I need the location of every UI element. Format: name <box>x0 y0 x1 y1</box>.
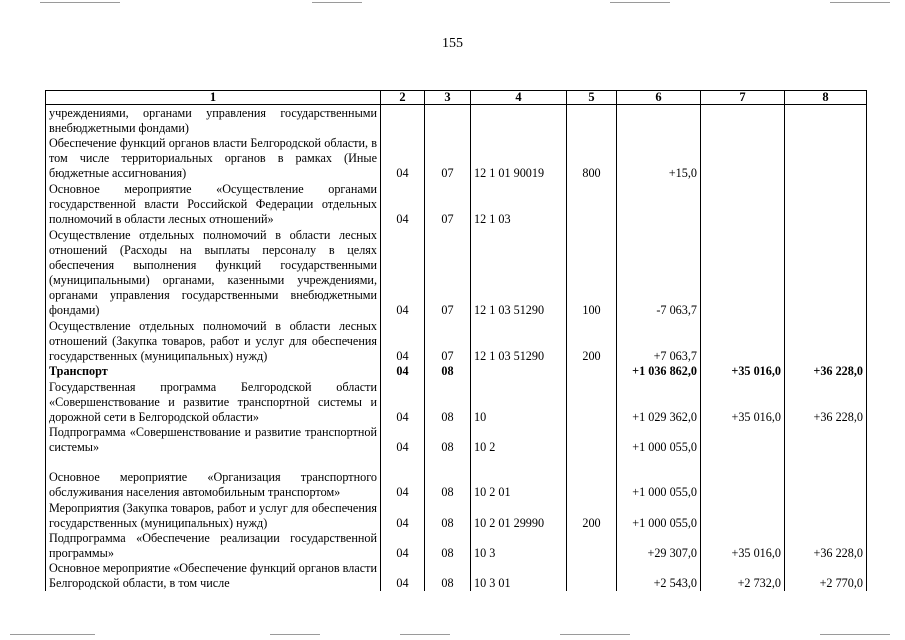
target-article-code: 12 1 03 51290 <box>471 227 567 318</box>
amount-col6: +29 307,0 <box>617 531 701 561</box>
row-description: Основное мероприятие «Осуществление органами государственной власти Российской Федерации отдельных полномочий в области лесных отношений» <box>46 181 381 227</box>
amount-col6: -7 063,7 <box>617 227 701 318</box>
section-code: 04 <box>381 181 425 227</box>
target-article-code: 12 1 03 <box>471 181 567 227</box>
amount-col8 <box>785 455 867 500</box>
scan-edge-bottom-2 <box>270 634 320 635</box>
table-row <box>46 227 867 318</box>
scan-edge-bottom-4 <box>560 634 630 635</box>
section-code: 04 <box>381 455 425 500</box>
amount-col8: +36 228,0 <box>785 379 867 425</box>
subsection-code: 08 <box>425 455 471 500</box>
amount-col8: +2 770,0 <box>785 561 867 591</box>
budget-table <box>45 90 867 591</box>
amount-col7 <box>701 318 785 364</box>
target-article-code: 10 3 <box>471 531 567 561</box>
table-body <box>46 105 867 591</box>
amount-col8: +36 228,0 <box>785 364 867 379</box>
expense-type-code: 800 <box>567 136 617 181</box>
section-code: 04 <box>381 379 425 425</box>
amount-col6 <box>617 181 701 227</box>
amount-col8 <box>785 105 867 136</box>
row-description: Государственная программа Белгородской области «Совершенствование и развитие транспортной системы и дорожной сети в Белгородской области» <box>46 379 381 425</box>
expense-type-code <box>567 561 617 591</box>
expense-type-code: 100 <box>567 227 617 318</box>
amount-col7 <box>701 500 785 531</box>
scan-edge-top-2 <box>312 2 362 3</box>
row-description: Мероприятия (Закупка товаров, работ и услуг для обеспечения государственных (муниципальных) нужд) <box>46 500 381 531</box>
amount-col7 <box>701 425 785 455</box>
table-row <box>46 561 867 591</box>
row-description: Осуществление отдельных полномочий в области лесных отношений (Расходы на выплаты персоналу в целях обеспечения выполнения функций государственными (муниципальными) органами, казенными учреждениями, органами управления государственными внебюджетными фондами) <box>46 227 381 318</box>
expense-type-code <box>567 105 617 136</box>
amount-col6: +1 000 055,0 <box>617 425 701 455</box>
subsection-code: 07 <box>425 227 471 318</box>
expense-type-code <box>567 455 617 500</box>
amount-col6: +7 063,7 <box>617 318 701 364</box>
column-header: 2 <box>381 91 425 105</box>
row-description: Основное мероприятие «Обеспечение функций органов власти Белгородской области, в том числе <box>46 561 381 591</box>
target-article-code: 10 2 01 <box>471 455 567 500</box>
row-description: учреждениями, органами управления государственными внебюджетными фондами) <box>46 105 381 136</box>
table-row <box>46 531 867 561</box>
amount-col8: +36 228,0 <box>785 531 867 561</box>
target-article-code: 12 1 03 51290 <box>471 318 567 364</box>
target-article-code <box>471 364 567 379</box>
expense-type-code <box>567 531 617 561</box>
scan-edge-bottom-1 <box>10 634 95 635</box>
row-description: Основное мероприятие «Организация транспортного обслуживания населения автомобильным транспортом» <box>46 455 381 500</box>
row-description: Осуществление отдельных полномочий в области лесных отношений (Закупка товаров, работ и услуг для обеспечения государственных (муниципальных) нужд) <box>46 318 381 364</box>
subsection-code: 08 <box>425 561 471 591</box>
expense-type-code <box>567 425 617 455</box>
table-header-row <box>46 91 867 105</box>
row-description: Подпрограмма «Совершенствование и развитие транспортной системы» <box>46 425 381 455</box>
column-header: 6 <box>617 91 701 105</box>
amount-col8 <box>785 227 867 318</box>
expense-type-code: 200 <box>567 318 617 364</box>
subsection-code: 07 <box>425 136 471 181</box>
expense-type-code <box>567 364 617 379</box>
target-article-code: 12 1 01 90019 <box>471 136 567 181</box>
section-code: 04 <box>381 318 425 364</box>
amount-col8 <box>785 318 867 364</box>
table-row <box>46 105 867 136</box>
column-header: 5 <box>567 91 617 105</box>
table-row <box>46 500 867 531</box>
amount-col6: +1 000 055,0 <box>617 455 701 500</box>
table-row <box>46 425 867 455</box>
section-code: 04 <box>381 227 425 318</box>
scan-edge-top-4 <box>830 2 890 3</box>
section-code: 04 <box>381 500 425 531</box>
row-description: Транспорт <box>46 364 381 379</box>
target-article-code <box>471 105 567 136</box>
subsection-code: 08 <box>425 500 471 531</box>
expense-type-code: 200 <box>567 500 617 531</box>
subsection-code <box>425 105 471 136</box>
scan-edge-top-1 <box>40 2 120 3</box>
subsection-code: 08 <box>425 425 471 455</box>
amount-col7 <box>701 227 785 318</box>
subsection-code: 08 <box>425 364 471 379</box>
amount-col7: +2 732,0 <box>701 561 785 591</box>
section-code <box>381 105 425 136</box>
section-code: 04 <box>381 136 425 181</box>
amount-col6: +2 543,0 <box>617 561 701 591</box>
amount-col6 <box>617 105 701 136</box>
amount-col6: +1 036 862,0 <box>617 364 701 379</box>
expense-type-code <box>567 379 617 425</box>
target-article-code: 10 2 01 29990 <box>471 500 567 531</box>
row-description: Подпрограмма «Обеспечение реализации государственной программы» <box>46 531 381 561</box>
amount-col6: +1 029 362,0 <box>617 379 701 425</box>
amount-col7: +35 016,0 <box>701 379 785 425</box>
amount-col7: +35 016,0 <box>701 364 785 379</box>
amount-col6: +15,0 <box>617 136 701 181</box>
amount-col7 <box>701 181 785 227</box>
scan-edge-bottom-3 <box>400 634 450 635</box>
table-row <box>46 379 867 425</box>
section-code: 04 <box>381 531 425 561</box>
row-description: Обеспечение функций органов власти Белгородской области, в том числе территориальных органов в рамках (Иные бюджетные ассигнования) <box>46 136 381 181</box>
section-code: 04 <box>381 425 425 455</box>
expense-type-code <box>567 181 617 227</box>
amount-col6: +1 000 055,0 <box>617 500 701 531</box>
scan-edge-bottom-5 <box>820 634 890 635</box>
column-header: 4 <box>471 91 567 105</box>
amount-col7 <box>701 105 785 136</box>
scan-edge-top-3 <box>610 2 670 3</box>
table-row <box>46 364 867 379</box>
subsection-code: 07 <box>425 181 471 227</box>
amount-col7 <box>701 136 785 181</box>
amount-col8 <box>785 136 867 181</box>
amount-col8 <box>785 425 867 455</box>
amount-col7: +35 016,0 <box>701 531 785 561</box>
amount-col7 <box>701 455 785 500</box>
page-number: 155 <box>442 36 463 51</box>
subsection-code: 08 <box>425 379 471 425</box>
table-row <box>46 136 867 181</box>
subsection-code: 07 <box>425 318 471 364</box>
section-code: 04 <box>381 364 425 379</box>
column-header: 8 <box>785 91 867 105</box>
column-header: 3 <box>425 91 471 105</box>
target-article-code: 10 2 <box>471 425 567 455</box>
amount-col8 <box>785 181 867 227</box>
amount-col8 <box>785 500 867 531</box>
section-code: 04 <box>381 561 425 591</box>
table-row <box>46 181 867 227</box>
target-article-code: 10 3 01 <box>471 561 567 591</box>
column-header: 7 <box>701 91 785 105</box>
target-article-code: 10 <box>471 379 567 425</box>
subsection-code: 08 <box>425 531 471 561</box>
table-row <box>46 318 867 364</box>
column-header: 1 <box>46 91 381 105</box>
table-row <box>46 455 867 500</box>
